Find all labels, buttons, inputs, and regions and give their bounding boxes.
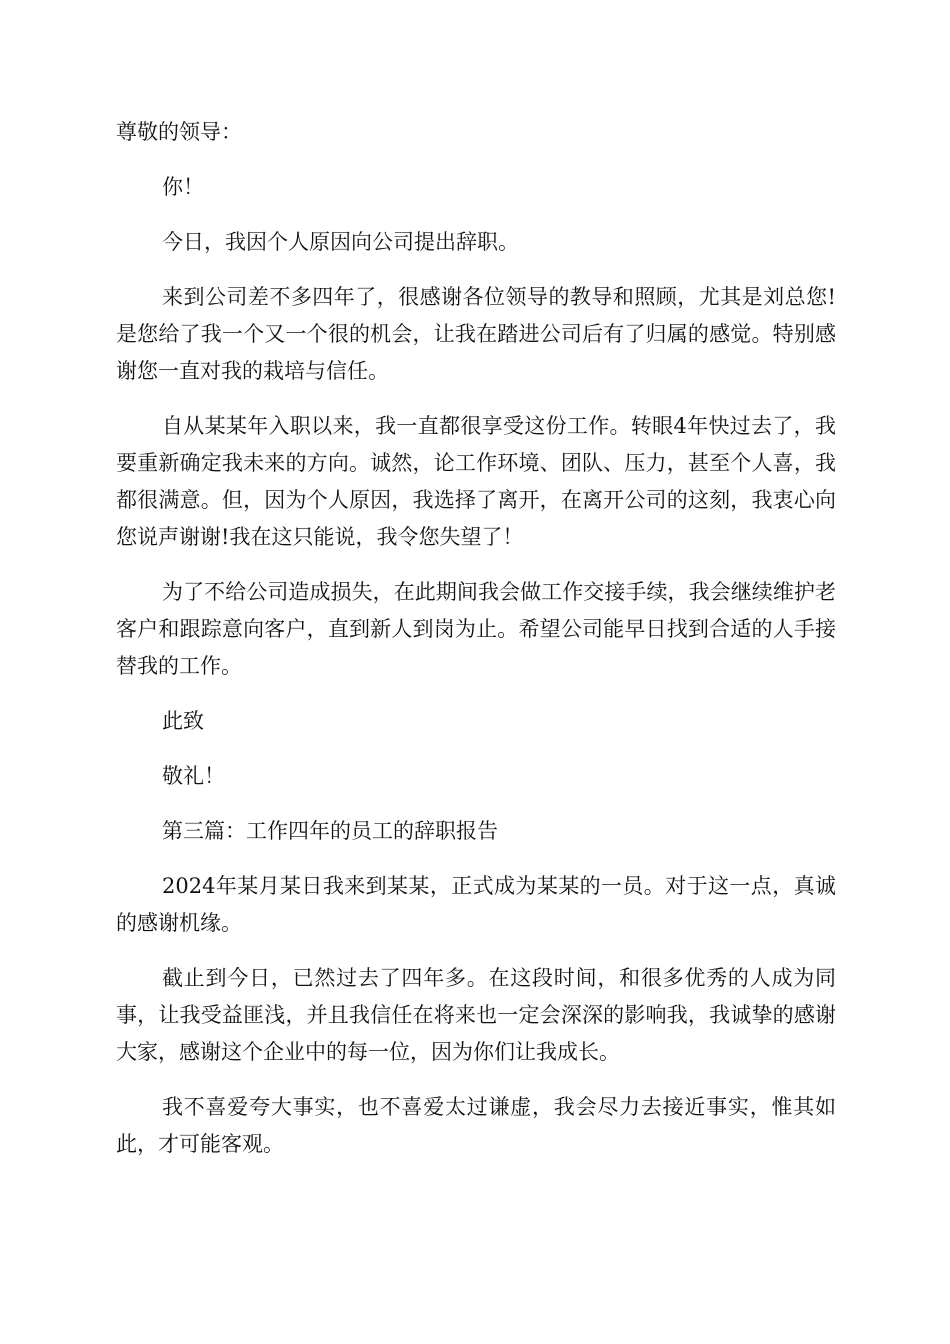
paragraph-resignation-statement: 今日，我因个人原因向公司提出辞职。 xyxy=(162,230,519,254)
paragraph-objectivity: 我不喜爱夸大事实，也不喜爱太过谦虚，我会尽力去接近事实，惟其如此，才可能客观。 xyxy=(116,1095,836,1156)
salutation: 尊敬的领导： xyxy=(116,120,242,144)
document-body xyxy=(116,114,836,1181)
paragraph-greeting: 你！ xyxy=(162,175,204,199)
paragraph-reason: 自从某某年入职以来，我一直都很享受这份工作。转眼4年快过去了，我要重新确定我未来的方向。诚然，论工作环境、团队、压力，甚至个人喜，我都很满意。但，因为个人原因，我选择了离开，在离开公司的这刻，我衷心向您说声谢谢!我在这只能说，我令您失望了！ xyxy=(116,414,836,549)
section-heading: 第三篇：工作四年的员工的辞职报告 xyxy=(162,819,498,843)
paragraph-four-years: 截止到今日，已然过去了四年多。在这段时间，和很多优秀的人成为同事，让我受益匪浅，并且我信任在将来也一定会深深的影响我，我诚挚的感谢大家，感谢这个企业中的每一位，因为你们让我成长。 xyxy=(116,966,836,1064)
closing-line-2: 敬礼！ xyxy=(162,764,225,788)
paragraph-gratitude: 来到公司差不多四年了，很感谢各位领导的教导和照顾，尤其是刘总您!是您给了我一个又一个很的机会，让我在踏进公司后有了归属的感觉。特别感谢您一直对我的栽培与信任。 xyxy=(116,285,836,383)
paragraph-start-date: 2024年某月某日我来到某某，正式成为某某的一员。对于这一点，真诚的感谢机缘。 xyxy=(116,874,836,935)
paragraph-handover: 为了不给公司造成损失，在此期间我会做工作交接手续，我会继续维护老客户和跟踪意向客户，直到新人到岗为止。希望公司能早日找到合适的人手接替我的工作。 xyxy=(116,580,836,678)
closing-line-1: 此致 xyxy=(162,709,204,733)
